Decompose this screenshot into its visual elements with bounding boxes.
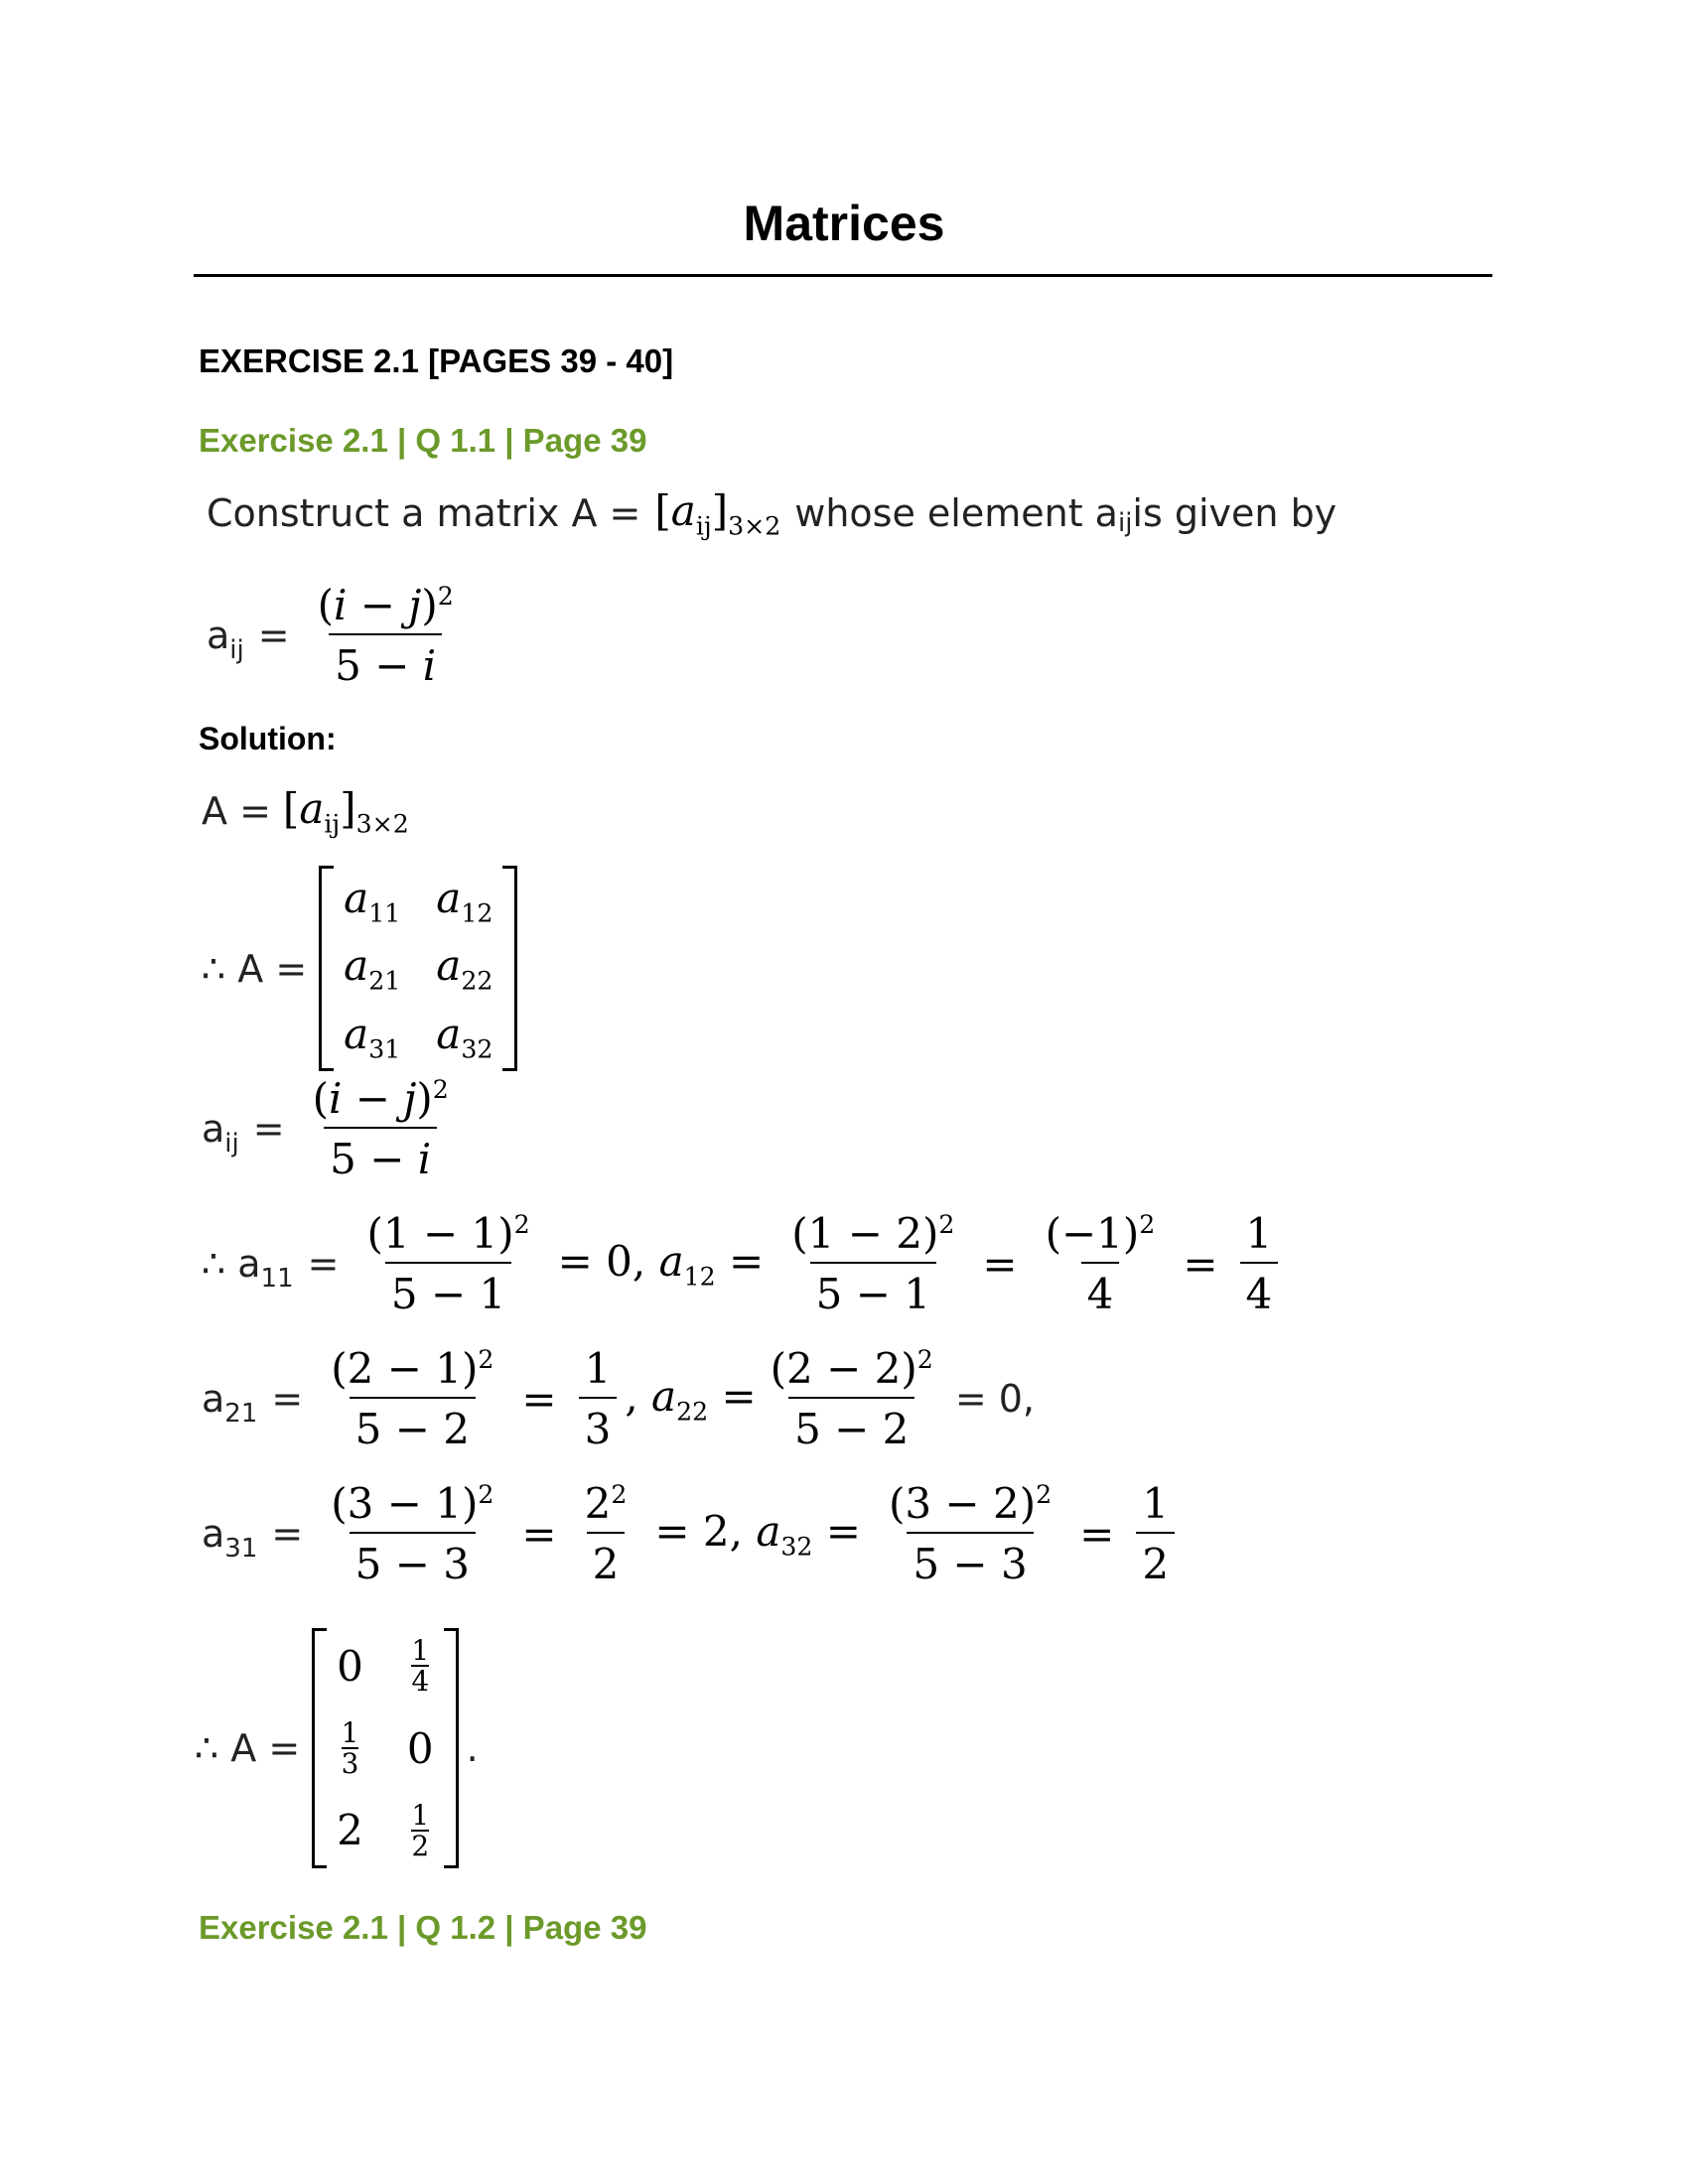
question-reference-2[interactable]: Exercise 2.1 | Q 1.2 | Page 39 <box>199 1909 647 1946</box>
page-title: Matrices <box>743 196 945 251</box>
result-matrix: ∴ A = 0 1 4 1 3 0 2 1 2 . <box>195 1628 479 1868</box>
general-matrix: ∴ A = $a_{11}$ $a_{12}$ $a_{21}$ $a_{22}$ $a_{31}$ $a_{32}$ <box>202 866 517 1071</box>
solution-label: Solution: <box>199 721 337 756</box>
line-a11-a12: ∴ $a_{11}$ = $\frac{(1 - 1)^2}{5 - 1}$ = 0, $a_{12}$ = $\frac{(1 - 2)^2}{5 - 1}$ = $\frac{(-1)^2}{4}$ = $\frac{1}{4}$ <box>202 1209 1286 1318</box>
formula-repeated: $a_{ij}$ = $\frac{(i - j)^2}{5 - i}$ <box>202 1074 449 1183</box>
line-a21-a22: $a_{21}$ = $\frac{(2 - 1)^2}{5 - 2}$ = $\frac{1}{3}$ , $a_{22}$ = $\frac{(2 - 2)^2}{5 - 2}$ = 0, <box>202 1344 1035 1453</box>
formula-given: $a_{ij}$ = $\frac{(i - j)^2}{5 - i}$ <box>207 581 468 690</box>
question-statement: Construct a matrix A = $[a_{ij}]_{3\times 2}$ whose element a ij is given by <box>207 486 1337 541</box>
matrix-notation: $[a_{ij}]_{3\times 2}$ <box>654 486 781 541</box>
line-a31-a32: $a_{31}$ = $\frac{(3 - 1)^2}{5 - 3}$ = $\frac{2^2}{2}$ = 2, $a_{32}$ = $\frac{(3 - 2)^2}{5 - 3}$ = $\frac{1}{2}$ <box>202 1479 1183 1588</box>
question-reference-1[interactable]: Exercise 2.1 | Q 1.1 | Page 39 <box>199 422 647 459</box>
solution-line-A: A = $[a_{ij}]_{3\times 2}$ <box>202 784 409 839</box>
formula-fraction: $\frac{(i - j)^2}{5 - i}$ <box>317 581 454 690</box>
exercise-heading: EXERCISE 2.1 [PAGES 39 - 40] <box>199 342 674 379</box>
title-divider <box>194 274 1492 277</box>
